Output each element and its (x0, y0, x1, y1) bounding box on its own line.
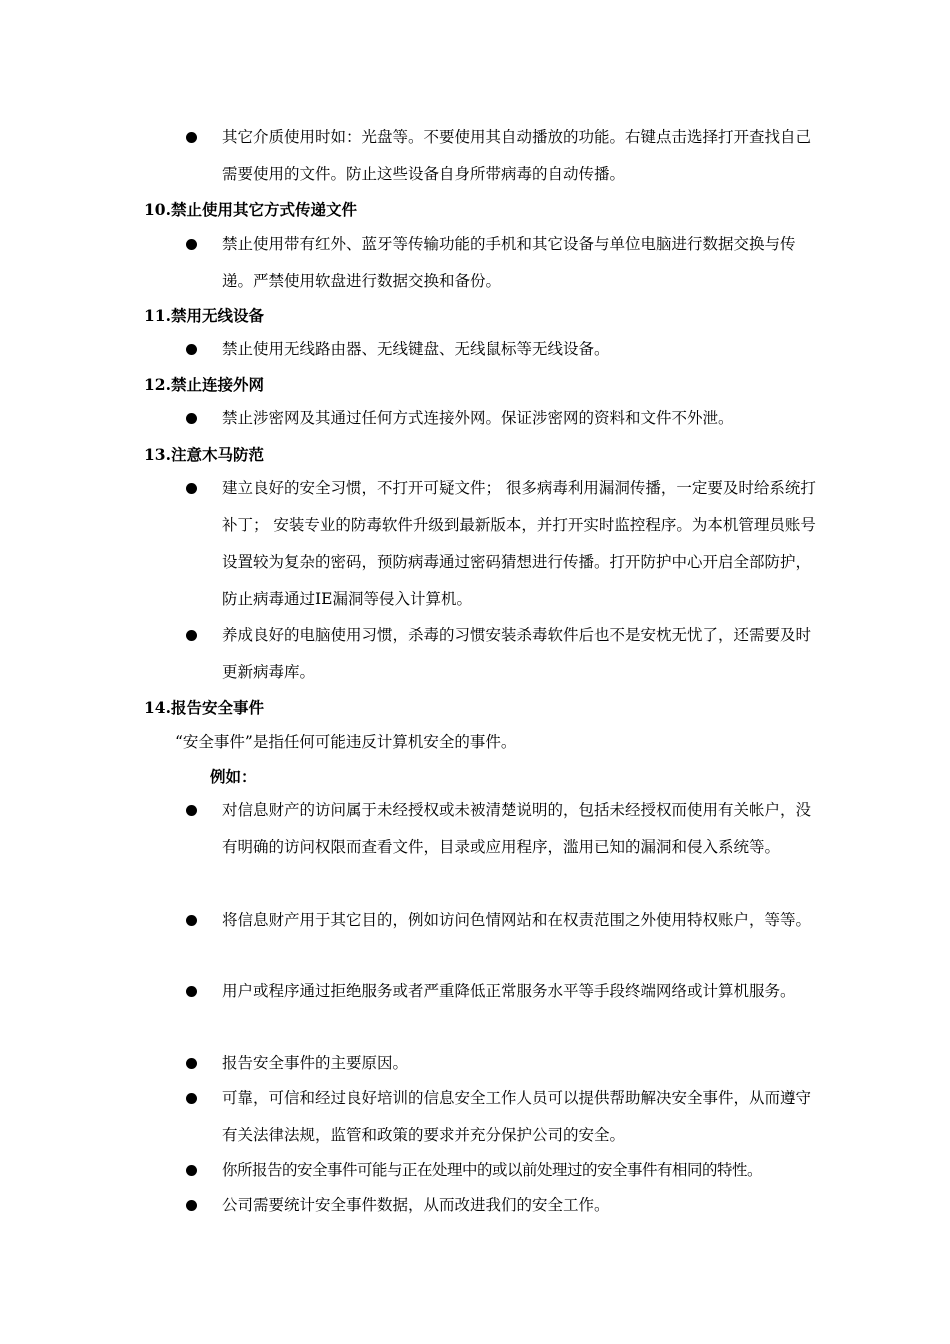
bullet-text: 禁止涉密网及其通过任何方式连接外网。保证涉密网的资料和文件不外泄。 (222, 409, 734, 427)
bullet-text: 你所报告的安全事件可能与正在处理中的或以前处理过的安全事件有相同的特性。 (222, 1161, 763, 1179)
example-label: 例如： (210, 767, 257, 786)
bullet-text: 对信息财产的访问属于未经授权或未被清楚说明的，包括未经授权而使用有关帐户，没有明确的访问权限而查看文件，目录或应用程序，滥用已知的漏洞和侵入系统等。 (222, 801, 812, 856)
bullet-dot-icon (186, 1058, 197, 1069)
bullet-dot-icon (186, 239, 197, 250)
bullet-item (222, 400, 822, 437)
bullet-item (222, 902, 822, 939)
bullet-dot-icon (186, 915, 197, 926)
bullet-dot-icon (186, 1200, 197, 1211)
section-heading: 12.禁止连接外网 (144, 375, 264, 394)
bullet-dot-icon (186, 986, 197, 997)
bullet-text: 将信息财产用于其它目的，例如访问色情网站和在权责范围之外使用特权账户，等等。 (222, 911, 812, 929)
bullet-item (222, 973, 822, 1010)
bullet-item (222, 226, 822, 300)
bullet-item (222, 119, 822, 193)
bullet-dot-icon (186, 344, 197, 355)
bullet-dot-icon (186, 413, 197, 424)
bullet-dot-icon (186, 132, 197, 143)
bullet-dot-icon (186, 1093, 197, 1104)
bullet-item (222, 617, 822, 691)
bullet-dot-icon (186, 1165, 197, 1176)
section-heading: 10.禁止使用其它方式传递文件 (144, 200, 357, 219)
bullet-item (222, 470, 822, 618)
bullet-text: 禁止使用无线路由器、无线键盘、无线鼠标等无线设备。 (222, 340, 610, 358)
bullet-text: 其它介质使用时如：光盘等。不要使用其自动播放的功能。右键点击选择打开查找自己需要使用的文件。防止这些设备自身所带病毒的自动传播。 (222, 128, 812, 183)
bullet-dot-icon (186, 805, 197, 816)
bullet-item (222, 1045, 822, 1082)
bullet-dot-icon (186, 483, 197, 494)
bullet-text: 可靠，可信和经过良好培训的信息安全工作人员可以提供帮助解决安全事件，从而遵守有关法律法规，监管和政策的要求并充分保护公司的安全。 (222, 1089, 812, 1144)
bullet-item (222, 1187, 822, 1224)
bullet-dot-icon (186, 630, 197, 641)
bullet-text: 公司需要统计安全事件数据，从而改进我们的安全工作。 (222, 1196, 610, 1214)
definition-text: “安全事件”是指任何可能违反计算机安全的事件。 (175, 733, 517, 751)
bullet-text: 养成良好的电脑使用习惯，杀毒的习惯安装杀毒软件后也不是安枕无忧了，还需要及时更新病毒库。 (222, 626, 812, 681)
bullet-text: 建立良好的安全习惯，不打开可疑文件； 很多病毒利用漏洞传播，一定要及时给系统打补丁； 安装专业的防毒软件升级到最新版本，并打开实时监控程序。为本机管理员账号设置较为复杂的密码，预防病毒通过密码猜想进行传播。打开防护中心开启全部防护，防止病毒通过IE漏洞等侵入计算机。 (222, 479, 816, 608)
bullet-text: 禁止使用带有红外、蓝牙等传输功能的手机和其它设备与单位电脑进行数据交换与传递。严禁使用软盘进行数据交换和备份。 (222, 235, 796, 290)
section-heading: 14.报告安全事件 (144, 698, 264, 717)
bullet-item (222, 792, 822, 866)
bullet-item (222, 1152, 842, 1189)
section-heading: 13.注意木马防范 (144, 445, 264, 464)
bullet-text: 用户或程序通过拒绝服务或者严重降低正常服务水平等手段终端网络或计算机服务。 (222, 982, 796, 1000)
bullet-text: 报告安全事件的主要原因。 (222, 1054, 409, 1072)
bullet-item (222, 1080, 822, 1154)
section-heading: 11.禁用无线设备 (144, 306, 264, 325)
bullet-item (222, 331, 822, 368)
